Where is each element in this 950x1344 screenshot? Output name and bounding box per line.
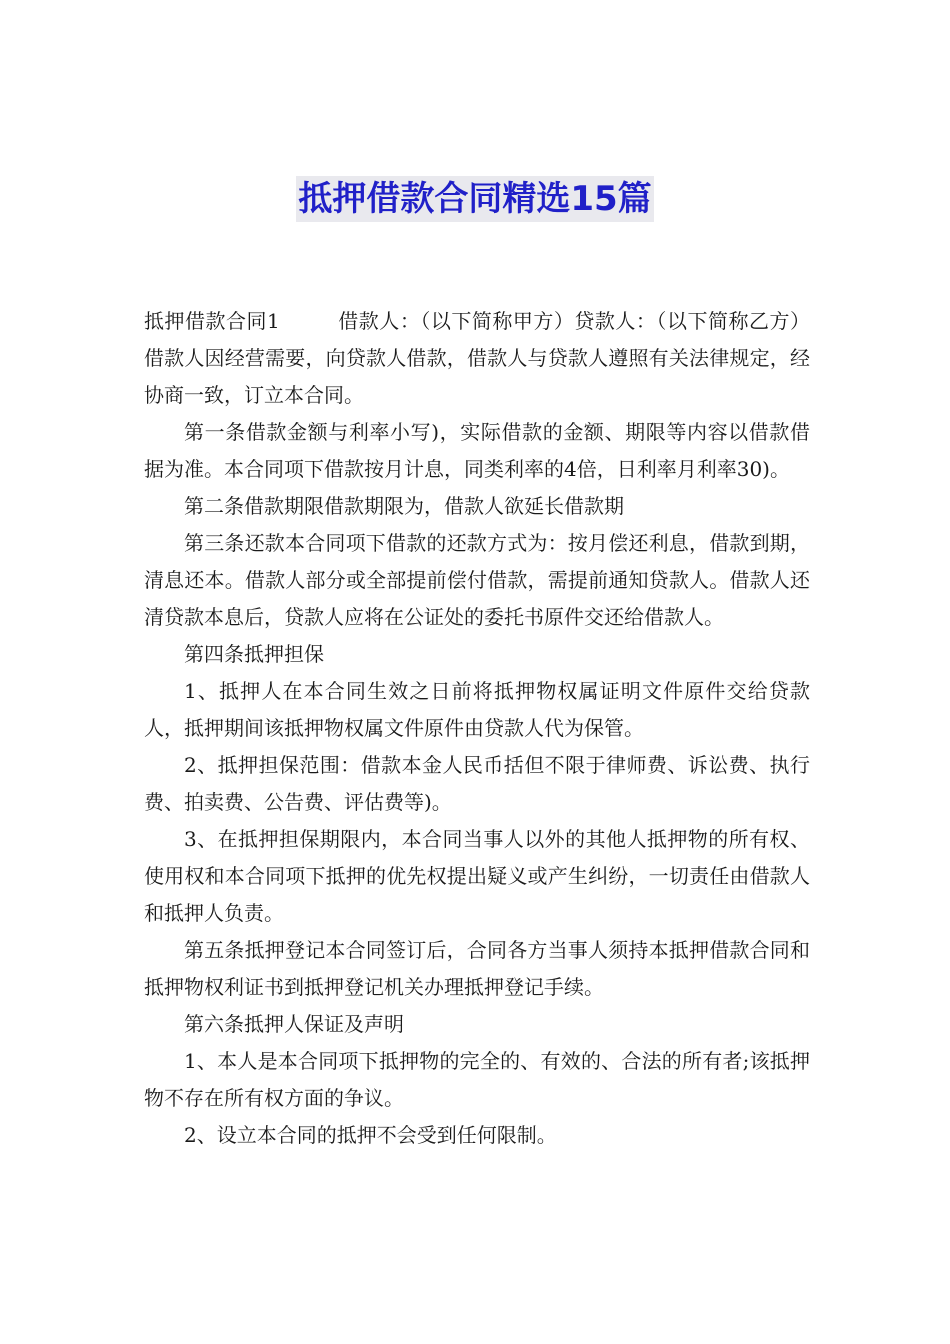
paragraph-article-1: 第一条借款金额与利率小写)，实际借款的金额、期限等内容以借款借据为准。本合同项下借款按月计息，同类利率的4倍，日利率月利率30)。: [144, 420, 810, 481]
contract-heading: 抵押借款合同1: [144, 309, 280, 333]
paragraph-article-5: 第五条抵押登记本合同签订后，合同各方当事人须持本抵押借款合同和抵押物权利证书到抵押登记机关办理抵押登记手续。: [144, 938, 810, 999]
paragraph-article-4: 第四条抵押担保: [184, 642, 324, 666]
title-container: [0, 176, 950, 222]
paragraph-article-4-item-2: 2、抵押担保范围：借款本金人民币括但不限于律师费、诉讼费、执行费、拍卖费、公告费、评估费等)。: [144, 753, 810, 814]
paragraph-article-6-item-1: 1、本人是本合同项下抵押物的完全的、有效的、合法的所有者;该抵押物不存在所有权方面的争议。: [144, 1049, 810, 1110]
paragraph-article-4-item-3: 3、在抵押担保期限内，本合同当事人以外的其他人抵押物的所有权、使用权和本合同项下抵押的优先权提出疑义或产生纠纷，一切责任由借款人和抵押人负责。: [144, 827, 810, 925]
document-body: [144, 303, 810, 1154]
paragraph-intro: [144, 303, 810, 414]
paragraph-article-2: 第二条借款期限借款期限为，借款人欲延长借款期: [184, 494, 624, 518]
intro-text: 借款人：（以下简称甲方）贷款人：（以下简称乙方）借款人因经营需要，向贷款人借款，借款人与贷款人遵照有关法律规定，经协商一致，订立本合同。: [144, 309, 810, 407]
document-title: 抵押借款合同精选15篇: [296, 176, 653, 222]
paragraph-article-6-item-2: 2、设立本合同的抵押不会受到任何限制。: [184, 1123, 557, 1147]
paragraph-article-6: 第六条抵押人保证及声明: [184, 1012, 404, 1036]
paragraph-article-4-item-1: 1、抵押人在本合同生效之日前将抵押物权属证明文件原件交给贷款人，抵押期间该抵押物权属文件原件由贷款人代为保管。: [144, 679, 810, 740]
paragraph-article-3: 第三条还款本合同项下借款的还款方式为：按月偿还利息，借款到期，清息还本。借款人部分或全部提前偿付借款，需提前通知贷款人。借款人还清贷款本息后，贷款人应将在公证处的委托书原件交还给借款人。: [144, 531, 810, 629]
